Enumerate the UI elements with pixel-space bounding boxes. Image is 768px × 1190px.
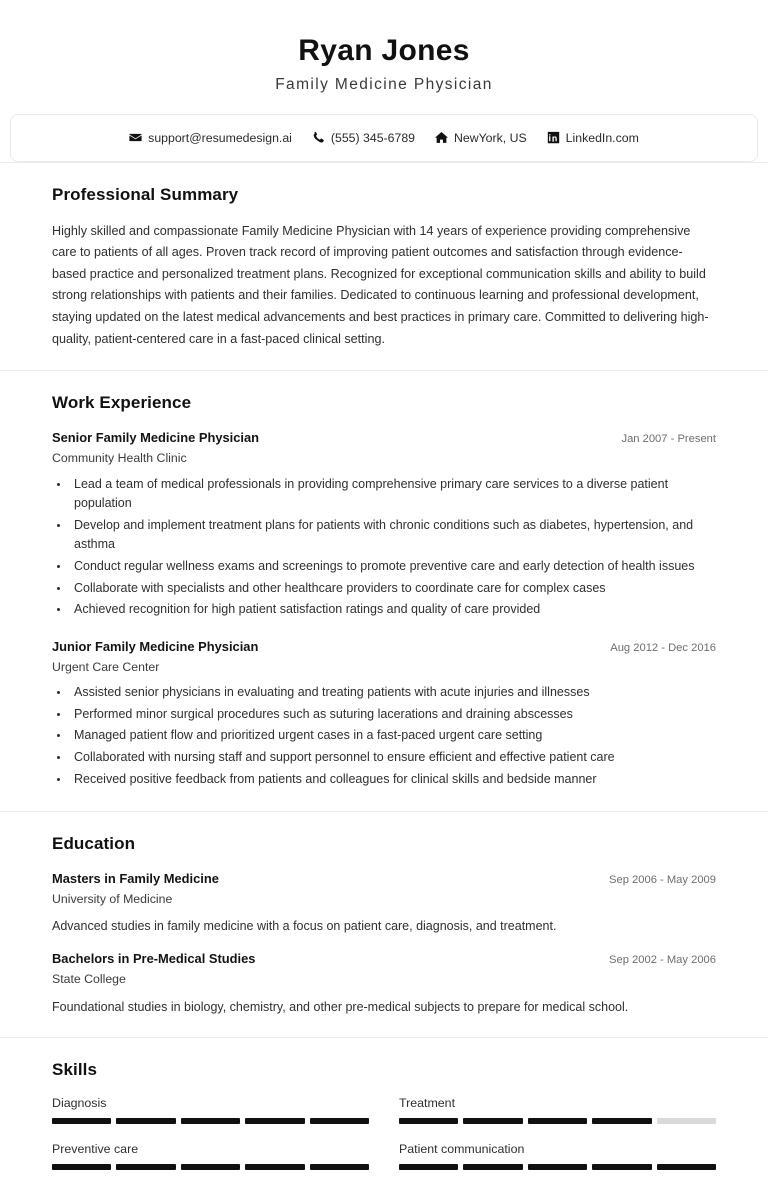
contact-website-text: LinkedIn.com	[565, 130, 639, 145]
skill-segment	[245, 1118, 304, 1124]
section-title-education: Education	[52, 834, 136, 854]
education-entry	[52, 870, 716, 936]
contact-phone-text: (555) 345-6789	[330, 130, 415, 145]
summary-text: Highly skilled and compassionate Family Medicine Physician with 14 years of experience providing comprehensive care to patients of all ages. Proven track record of improving patient outcomes and satisfaction through evidence-based practice and personalized treatment plans. Recognized for exceptional communication skills and ability to build strong relationships with patients and their families. Dedicated to continuous learning and professional development, staying updated on the latest medical advancements and best practices in primary care. Committed to delivering high-quality, patient-centered care in a fast-paced clinical setting.	[52, 223, 709, 346]
section-title-skills: Skills	[52, 1059, 98, 1079]
list-item: • Achieved recognition for high patient satisfaction ratings and quality of care provided	[70, 600, 716, 620]
education-degree: Bachelors in Pre-Medical Studies	[52, 951, 256, 967]
skill-segment	[116, 1164, 175, 1170]
experience-entry	[52, 638, 716, 789]
skill-segment	[181, 1164, 240, 1170]
education-description: Foundational studies in biology, chemistry, and other pre-medical subjects to prepare for medical school.	[52, 999, 629, 1014]
section-professional-summary	[0, 162, 768, 371]
experience-date: Aug 2012 - Dec 2016	[610, 641, 716, 654]
experience-date: Jan 2007 - Present	[621, 433, 716, 446]
section-education	[0, 811, 768, 1036]
skill-segment	[463, 1118, 522, 1124]
list-item: • Lead a team of medical professionals in providing comprehensive primary care services to a diverse patient population	[70, 475, 716, 514]
skill-segment	[52, 1118, 111, 1124]
contact-phone[interactable]	[312, 131, 415, 145]
contact-location[interactable]	[435, 131, 527, 145]
contact-location-text: NewYork, US	[454, 130, 527, 145]
experience-bullets	[70, 475, 716, 620]
skill-item	[399, 1142, 716, 1170]
skill-segment	[528, 1164, 587, 1170]
envelope-icon	[129, 131, 142, 144]
education-date: Sep 2006 - May 2009	[609, 874, 716, 887]
experience-entry-header	[52, 638, 716, 657]
skill-label: Diagnosis	[52, 1095, 107, 1110]
contact-email-text: support@resumedesign.ai	[148, 130, 292, 145]
skill-segment	[399, 1164, 458, 1170]
page-title: Ryan Jones	[298, 34, 470, 67]
list-item: • Collaborate with specialists and other healthcare providers to coordinate care for complex cases	[70, 579, 716, 599]
skill-segment	[399, 1118, 458, 1124]
section-work-experience	[0, 370, 768, 811]
skill-segment	[657, 1164, 716, 1170]
skill-label: Patient communication	[399, 1141, 525, 1156]
experience-entry	[52, 429, 716, 620]
section-title-experience: Work Experience	[52, 393, 192, 413]
skill-segment	[52, 1164, 111, 1170]
experience-bullets	[70, 683, 716, 789]
skill-item	[52, 1096, 369, 1124]
list-item: • Managed patient flow and prioritized urgent cases in a fast-paced urgent care setting	[70, 726, 716, 746]
home-icon	[435, 131, 448, 144]
skill-level-bar	[399, 1164, 716, 1170]
experience-organization: Community Health Clinic	[52, 451, 187, 466]
section-skills	[0, 1037, 768, 1190]
experience-role: Senior Family Medicine Physician	[52, 430, 260, 446]
list-item: • Conduct regular wellness exams and screenings to promote preventive care and early detection of health issues	[70, 557, 716, 577]
education-institution: State College	[52, 972, 126, 987]
skill-segment	[116, 1118, 175, 1124]
list-item: • Collaborated with nursing staff and support personnel to ensure efficient and effective patient care	[70, 748, 716, 768]
list-item: • Assisted senior physicians in evaluating and treating patients with acute injuries and illnesses	[70, 683, 716, 703]
skill-label: Treatment	[399, 1095, 456, 1110]
skill-label: Preventive care	[52, 1141, 139, 1156]
list-item: • Develop and implement treatment plans for patients with chronic conditions such as diabetes, hypertension, and asthma	[70, 516, 716, 555]
education-entry	[52, 950, 716, 1016]
education-description: Advanced studies in family medicine with a focus on patient care, diagnosis, and treatment.	[52, 919, 557, 934]
resume-header	[0, 0, 768, 114]
skill-segment	[245, 1164, 304, 1170]
education-entry-header	[52, 950, 716, 969]
skill-segment	[528, 1118, 587, 1124]
job-title: Family Medicine Physician	[275, 75, 493, 93]
skill-segment	[657, 1118, 716, 1124]
skill-level-bar	[399, 1118, 716, 1124]
linkedin-icon	[547, 131, 560, 144]
education-institution: University of Medicine	[52, 891, 173, 906]
skill-item	[52, 1142, 369, 1170]
experience-role: Junior Family Medicine Physician	[52, 638, 259, 654]
phone-icon	[312, 131, 325, 144]
education-degree: Masters in Family Medicine	[52, 871, 219, 887]
education-entry-header	[52, 870, 716, 889]
skill-segment	[592, 1164, 651, 1170]
contact-bar	[10, 114, 758, 162]
skill-level-bar	[52, 1118, 369, 1124]
skill-level-bar	[52, 1164, 369, 1170]
section-title-summary: Professional Summary	[52, 184, 239, 204]
contact-email[interactable]	[129, 131, 292, 145]
skill-segment	[181, 1118, 240, 1124]
experience-entry-header	[52, 429, 716, 448]
education-date: Sep 2002 - May 2006	[609, 954, 716, 967]
skill-segment	[463, 1164, 522, 1170]
skills-grid	[52, 1096, 716, 1170]
experience-organization: Urgent Care Center	[52, 659, 160, 674]
skill-segment	[310, 1118, 369, 1124]
list-item: • Received positive feedback from patients and colleagues for clinical skills and bedside manner	[70, 770, 716, 790]
skill-segment	[310, 1164, 369, 1170]
skill-item	[399, 1096, 716, 1124]
skill-segment	[592, 1118, 651, 1124]
list-item: • Performed minor surgical procedures such as suturing lacerations and draining abscesses	[70, 705, 716, 725]
contact-website[interactable]	[547, 131, 639, 145]
